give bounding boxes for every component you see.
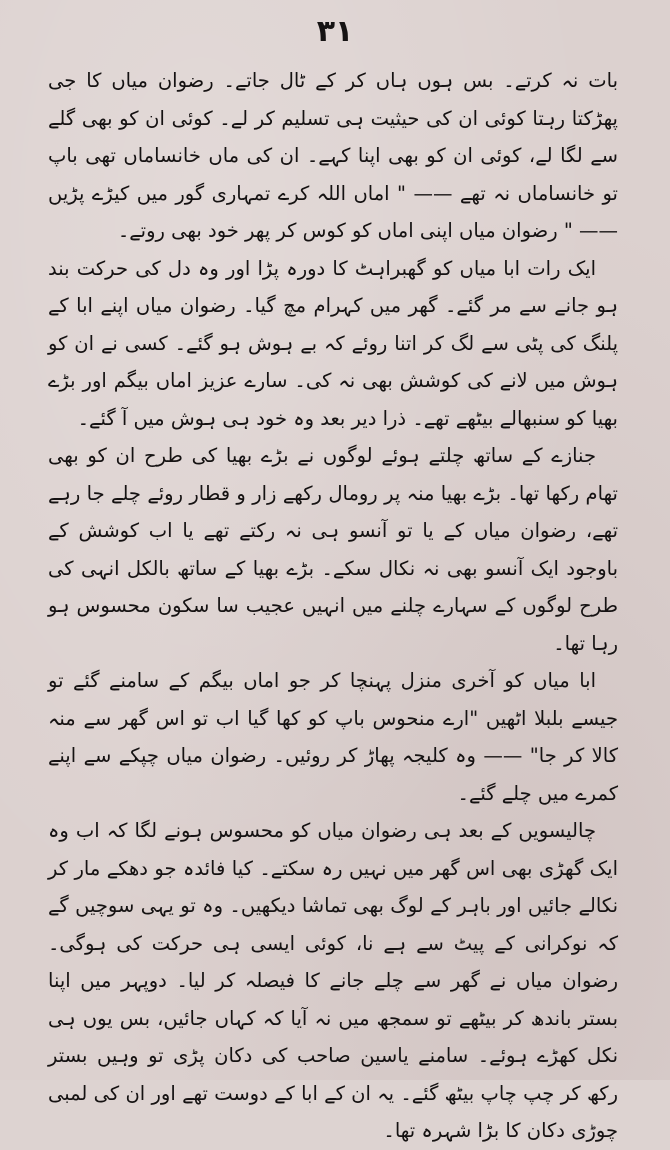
paragraph-5: چالیسویں کے بعد ہی رضوان میاں کو محسوس ہونے لگا کہ اب وہ ایک گھڑی بھی اس گھر میں نہیں رہ سکتے۔ کیا فائدہ جو دھکے مار کر نکالے جائیں اور باہر کے لوگ بھی تماشا دیکھیں۔ وہ تو یہی سوچیں گے کہ نوکرانی کے پیٹ سے ہے نا، کوئی ایسی ہی حرکت کی ہوگی۔ رضوان میاں نے گھر سے چلے جانے کا فیصلہ کر لیا۔ دوپہر میں اپنا بستر باندھ کر بیٹھے تو سمجھ میں نہ آیا کہ کہاں جائیں، بس یوں ہی نکل کھڑے ہوئے۔ سامنے یاسین صاحب کی دکان پڑی تو وہیں بستر رکھ کر چپ چاپ بیٹھ گئے۔ یہ ان کے ابا کے دوست تھے اور ان کی لمبی چوڑی دکان کا بڑا شہرہ تھا۔ (48, 819, 618, 1142)
paragraph-1: بات نہ کرتے۔ بس ہوں ہاں کر کے ٹال جاتے۔ رضوان میاں کا جی پھڑکتا رہتا کوئی ان کی حیثیت ہی تسلیم کر لے۔ کوئی ان کو بھی گلے سے لگا لے، کوئی ان کو بھی اپنا کہے۔ ان کی ماں خانساماں تھی باپ تو خانساماں نہ تھے —— " اماں اللہ کرے تمہاری گور میں کیڑے پڑیں —— " رضوان میاں اپنی اماں کو کوس کر پھر خود بھی روتے۔ (48, 69, 618, 242)
paragraph-4: ابا میاں کو آخری منزل پہنچا کر جو اماں بیگم کے سامنے گئے تو جیسے بلبلا اٹھیں "ارے منحوس باپ کو کھا گیا اب تو اس گھر سے منہ کالا کر جا" —— وہ کلیجہ پھاڑ کر روئیں۔ رضوان میاں چپکے سے اپنے کمرے میں چلے گئے۔ (48, 669, 618, 805)
page-number: ۳۱ (316, 14, 354, 49)
paragraph-2: ایک رات ابا میاں کو گھبراہٹ کا دورہ پڑا اور وہ دل کی حرکت بند ہو جانے سے مر گئے۔ گھر میں کہرام مچ گیا۔ رضوان میاں اپنے ابا کے پلنگ کی پٹی سے لگ کر اتنا روئے کہ بے ہوش ہو گئے۔ کسی نے ان کو ہوش میں لانے کی کوشش بھی نہ کی۔ سارے عزیز اماں بیگم اور بڑے بھیا کو سنبھالے بیٹھے تھے۔ ذرا دیر بعد وہ خود ہی ہوش میں آ گئے۔ (48, 256, 618, 430)
page-text (48, 62, 618, 1150)
paragraph-3: جنازے کے ساتھ چلتے ہوئے لوگوں نے بڑے بھیا کی طرح ان کو بھی تھام رکھا تھا۔ بڑے بھیا منہ پر رومال رکھے زار و قطار روئے چلے جا رہے تھے، رضوان میاں کے یا تو آنسو ہی نہ رکتے تھے یا اب کوشش کے باوجود ایک آنسو بھی نہ نکال سکے۔ بڑے بھیا کے ساتھ بالکل انہی کی طرح لوگوں کے سہارے چلنے میں انہیں عجیب سا سکون محسوس ہو رہا تھا۔ (48, 444, 618, 655)
